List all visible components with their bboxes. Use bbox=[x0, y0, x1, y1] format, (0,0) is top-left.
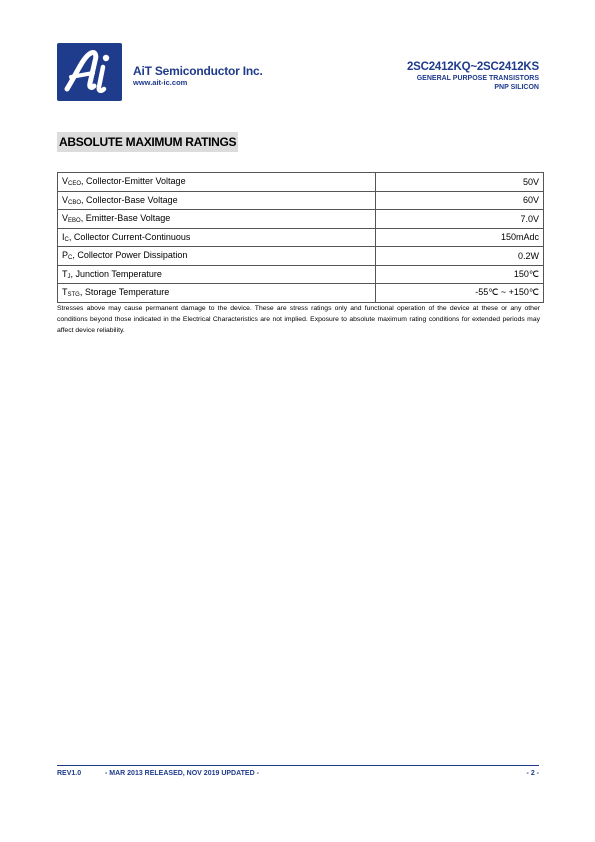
company-name: AiT Semiconductor Inc. bbox=[133, 64, 263, 78]
footer-divider bbox=[57, 765, 539, 766]
parameter-description: , Emitter-Base Voltage bbox=[80, 213, 171, 224]
company-logo bbox=[57, 43, 122, 101]
parameter-cell bbox=[58, 210, 376, 229]
table-row bbox=[58, 191, 544, 210]
value-cell: 150mAdc bbox=[375, 228, 543, 247]
value-cell: 0.2W bbox=[375, 247, 543, 266]
part-number: 2SC2412KQ~2SC2412KS bbox=[406, 61, 539, 73]
parameter-description: , Junction Temperature bbox=[70, 268, 162, 279]
value-cell: -55℃ ~ +150℃ bbox=[375, 284, 543, 303]
table-row bbox=[58, 173, 544, 192]
parameter-description: , Storage Temperature bbox=[79, 287, 170, 298]
table-row bbox=[58, 210, 544, 229]
ait-logo-icon bbox=[57, 43, 122, 101]
stress-note: Stresses above may cause permanent damage to the device. These are stress ratings only and functional operation of the device at these or any other conditions beyond those indicated in the Electrical Characteristics are not implied. Exposure to absolute maximum rating conditions for extended periods may affect device reliability. bbox=[57, 305, 540, 334]
parameter-cell bbox=[58, 191, 376, 210]
parameter-description: , Collector-Base Voltage bbox=[81, 194, 178, 205]
device-material: PNP SILICON bbox=[494, 84, 539, 91]
footer-release-info: - MAR 2013 RELEASED, NOV 2019 UPDATED - bbox=[105, 770, 259, 777]
parameter-cell bbox=[58, 265, 376, 284]
parameter-cell bbox=[58, 173, 376, 192]
parameter-symbol: $P_C$ bbox=[62, 250, 73, 262]
table-row bbox=[58, 284, 544, 303]
parameter-symbol: $V_{CBO}$ bbox=[62, 194, 82, 206]
value-cell: 50V bbox=[375, 173, 543, 192]
footer-page-number: - 2 - bbox=[526, 770, 539, 777]
parameter-symbol: $V_{EBO}$ bbox=[62, 213, 81, 225]
parameter-cell bbox=[58, 247, 376, 266]
parameter-cell bbox=[58, 228, 376, 247]
parameter-description: , Collector Power Dissipation bbox=[72, 250, 188, 261]
value-cell: 7.0V bbox=[375, 210, 543, 229]
section-title: ABSOLUTE MAXIMUM RATINGS bbox=[57, 132, 238, 152]
footer-revision: REV1.0 bbox=[57, 770, 82, 777]
parameter-description: , Collector Current-Continuous bbox=[68, 231, 191, 242]
parameter-cell bbox=[58, 284, 376, 303]
table-row bbox=[58, 228, 544, 247]
parameter-symbol: $T_{STG}$ bbox=[62, 287, 80, 299]
table-row bbox=[58, 247, 544, 266]
parameter-description: , Collector-Emitter Voltage bbox=[81, 176, 186, 187]
value-cell: 60V bbox=[375, 191, 543, 210]
company-website[interactable]: www.ait-ic.com bbox=[133, 78, 188, 87]
parameter-symbol: $T_J$ bbox=[62, 268, 71, 280]
value-cell: 150℃ bbox=[375, 265, 543, 284]
parameter-symbol: $I_C$ bbox=[62, 231, 69, 243]
device-type: GENERAL PURPOSE TRANSISTORS bbox=[416, 75, 539, 82]
table-row bbox=[58, 265, 544, 284]
parameter-symbol: $V_{CEO}$ bbox=[62, 176, 82, 188]
ratings-table bbox=[57, 172, 544, 303]
